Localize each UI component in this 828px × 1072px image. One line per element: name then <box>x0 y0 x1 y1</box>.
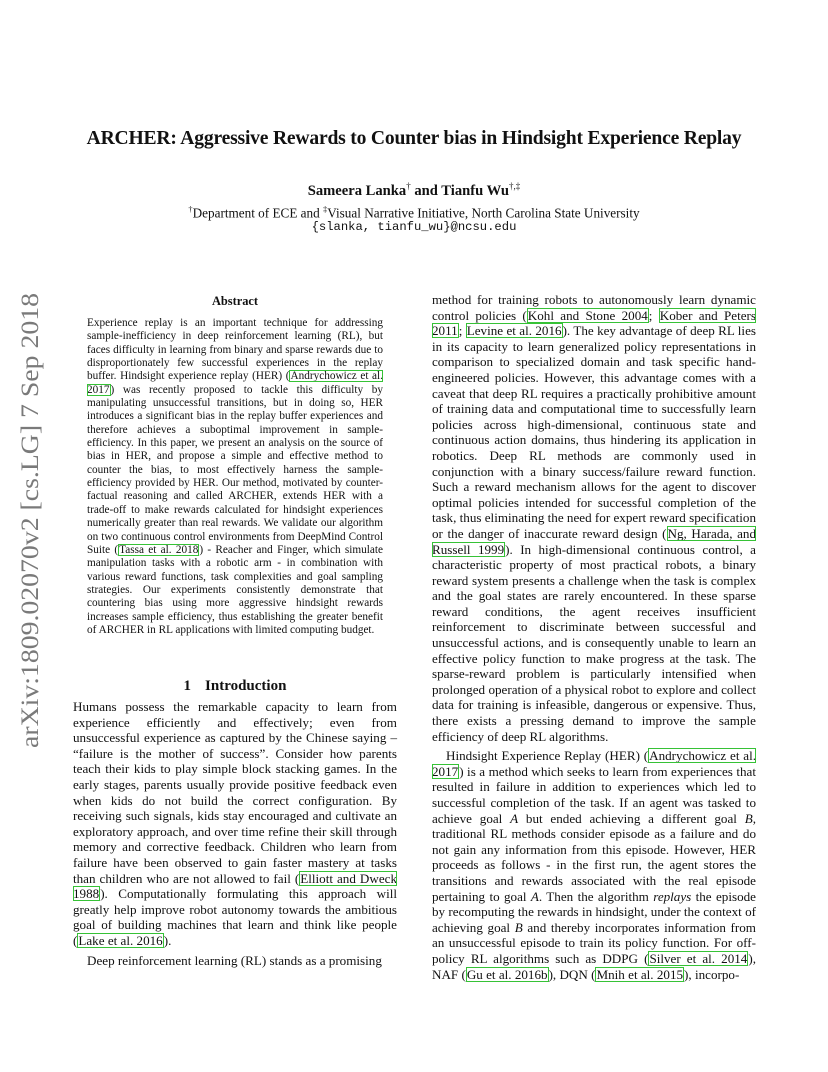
body-text: ; <box>648 307 659 323</box>
author-name: Tianfu Wu <box>441 182 510 199</box>
paragraph <box>73 953 397 969</box>
author-separator: and <box>414 182 438 199</box>
math-symbol: A <box>530 888 539 904</box>
citation-link[interactable]: Gu et al. 2016b <box>466 966 548 982</box>
citation-link[interactable]: Lake et al. 2016 <box>78 932 163 948</box>
section-title: Introduction <box>205 678 287 694</box>
author-name: Sameera Lanka <box>307 182 407 199</box>
citation-link[interactable]: Kohl and Stone 2004 <box>527 307 648 323</box>
math-symbol: B <box>744 810 753 826</box>
body-text: ), NAF ( <box>432 950 756 982</box>
math-symbol: A <box>510 810 519 826</box>
affil-text: Visual Narrative Initiative, North Carolina State University <box>327 205 640 221</box>
body-text: , traditional RL methods consider episode as a failure and do not gain any information from this episode. However, HER proceeds as follows - in the first run, the agent stores the transitions and rewards associated with the real episode pertaining to goal <box>432 810 756 904</box>
citation-link[interactable]: Tassa et al. 2018 <box>119 543 199 556</box>
math-symbol: B <box>514 919 523 935</box>
body-text: Deep reinforcement learning (RL) stands as a promising <box>87 952 382 968</box>
body-text: ), DQN ( <box>548 966 596 982</box>
paragraph <box>432 748 756 982</box>
citation-link[interactable]: Elliott and Dweck 1988 <box>73 870 397 902</box>
body-text: ). <box>163 932 172 948</box>
paragraph <box>432 292 756 744</box>
section-heading-introduction <box>73 678 397 695</box>
arxiv-stamp-text: arXiv:1809.02070v2 [cs.LG] 7 Sep 2018 <box>15 330 44 748</box>
abstract-text: ) was recently proposed to tackle this difficulty by manipulating unsuccessful transitions, but in doing so, HER introduces a significant bias in the replay buffer experiences and therefore achieves a suboptimal improvement in sample-efficiency. In this paper, we present an analysis on the source of bias in HER, and propose a simple and effective method to counter the bias, to most effectively harness the sample-efficiency provided by HER. Our method, motivated by counter-factual reasoning and called ARCHER, extends HER with a trade-off to make rewards calculated for hindsight experiences numerically greater than real rewards. We validate our algorithm on two continuous control environments from DeepMind Control Suite ( <box>87 383 383 556</box>
author-affil-mark: †,‡ <box>509 181 521 191</box>
citation-link[interactable]: Andrychowicz et al. 2017 <box>87 370 383 396</box>
author-email: {slanka, tianfu_wu}@ncsu.edu <box>311 220 517 234</box>
citation-link[interactable]: Andrychowicz et al. 2017 <box>432 748 756 779</box>
body-text: ). The key advantage of deep RL lies in its capacity to learn generalized policy representations in comparison to specialized domain and task specific hand-engineered policies. However, this advantage comes with a caveat that deep RL requires a practically prohibitive amount of training data and computational time to successfully learn policies across high-dimensional, continuous state and continuous action domains, thus hindering its application in robotics. Deep RL methods are commonly used in conjunction with a binary success/failure reward function. Such a reward mechanism allows for the agent to discover optimal policies intended for successful completion of the task, thus eliminating the need for expert reward specification or the danger of inaccurate reward design ( <box>432 323 756 541</box>
body-text: the episode by recomputing the rewards in hindsight, under the context of achieving goal <box>432 888 756 935</box>
affiliation-line <box>0 204 828 221</box>
body-text: Humans possess the remarkable capacity to learn from experience efficiently and effectively; even from unsuccessful experience as captured by the Chinese saying – “failure is the mother of success”. Consider how parents teach their kids to play simple block stacking games. In the early stages, parents usually provide positive feedback even when kids do not build the correct configuration. By receiving such signals, kids stay encouraged and cultivate an exploratory approach, and over time refine their skill through memory and corrective feedback. Children who learn from failure have been observed to gain faster mastery at tasks than children who are not allowed to fail ( <box>73 699 397 886</box>
body-text: ). Computationally formulating this approach will greatly help improve robot autonomy towards the ambitious goal of building machines that learn and think like people ( <box>73 886 397 948</box>
body-text: and thereby incorporates information from an unsuccessful episode to train its policy function. For off-policy RL algorithms such as DDPG ( <box>432 919 756 966</box>
arxiv-side-stamp <box>6 290 48 750</box>
section-number: 1 <box>183 678 192 694</box>
author-line <box>0 181 828 200</box>
citation-link[interactable]: Ng, Harada, and Russell 1999 <box>432 525 757 557</box>
paper-title: ARCHER: Aggressive Rewards to Counter bias in Hindsight Experience Replay <box>86 128 742 149</box>
body-text: ), incorpo- <box>684 966 740 982</box>
emphasis-text: replays <box>653 888 692 904</box>
author-affil-mark: † <box>406 181 411 191</box>
affil-text: Department of ECE and <box>192 205 320 221</box>
abstract-text: ) - Reacher and Finger, which simulate manipulation tasks with a robotic arm - in combination with various reward functions, task complexities and goal sampling strategies. Our experiments consistently demonstrate that countering bias using more aggressive hindsight rewards increases sample efficiency, thus establishing the greater benefit of ARCHER in RL applications with limited computing budget. <box>87 543 383 636</box>
citation-link[interactable]: Mnih et al. 2015 <box>596 966 684 982</box>
body-text: ; <box>458 323 466 339</box>
abstract-heading: Abstract <box>211 294 259 308</box>
body-text: . Then the algorithm <box>538 888 654 904</box>
paragraph <box>73 699 397 949</box>
introduction-left-column <box>73 699 397 968</box>
citation-link[interactable]: Silver et al. 2014 <box>649 950 748 966</box>
body-text: Hindsight Experience Replay (HER) ( <box>446 748 649 764</box>
affil-mark: † <box>188 204 193 214</box>
abstract-body <box>87 317 383 637</box>
body-text: method for training robots to autonomously learn dynamic control policies ( <box>432 292 756 323</box>
body-text: ). In high-dimensional continuous control, a characteristic property of most practical robots, a binary reward system presents a challenge when the task is complex and the goal states are rarely encountered. In these sparse reward conditions, the agent receives insufficient reinforcement to discriminate between successful and unsuccessful actions, and is consequently unable to learn an effective policy function to make progress at the task. The sparse-reward problem is particularly intensified when prolonged operation of a physical robot to explore and collect data for training is infeasible, dangerous or expensive. Thus, there exists a pressing demand to improve the sample efficiency of deep RL algorithms. <box>432 541 756 744</box>
abstract-text: Experience replay is an important technique for addressing sample-inefficiency in deep reinforcement learning (RL), but faces difficulty in learning from binary and sparse rewards due to disproportionately few successful experiences in the replay buffer. Hindsight experience replay (HER) ( <box>87 317 383 383</box>
right-column <box>432 292 756 982</box>
body-text: ) is a method which seeks to learn from experiences that resulted in failure in addition to experiences which led to successful completion of the task. If an agent was tasked to achieve goal <box>432 763 756 826</box>
affil-mark: ‡ <box>323 204 328 214</box>
citation-link[interactable]: Kober and Peters 2011 <box>432 307 756 339</box>
citation-link[interactable]: Levine et al. 2016 <box>466 323 562 339</box>
body-text: but ended achieving a different goal <box>518 810 745 826</box>
